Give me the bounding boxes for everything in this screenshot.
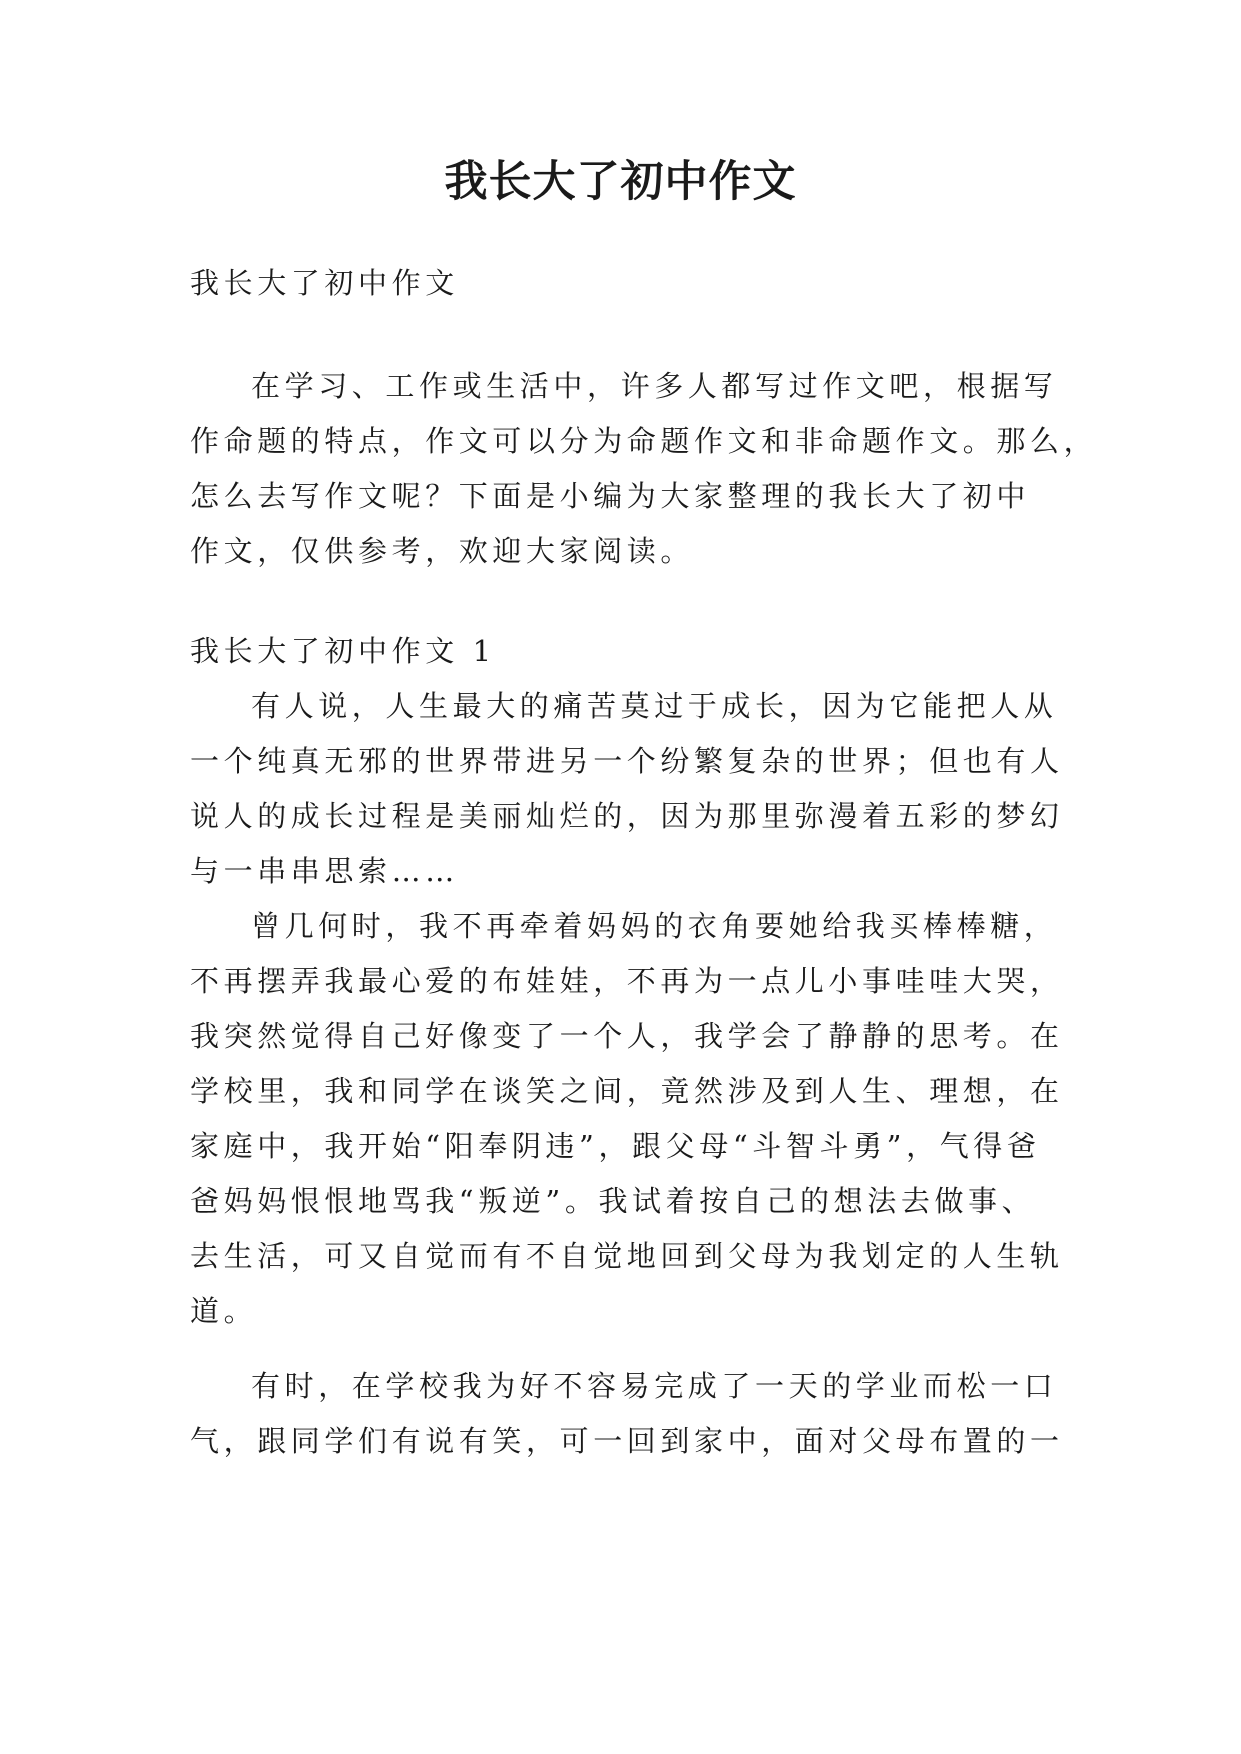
paragraph-line: 爸妈妈恨恨地骂我“叛逆”。我试着按自己的想法去做事、 [190,1184,1036,1218]
paragraph-line: 曾几何时，我不再牵着妈妈的衣角要她给我买棒棒糖， [251,909,1058,943]
paragraph-line: 去生活，可又自觉而有不自觉地回到父母为我划定的人生轨 [190,1239,1064,1273]
document-subtitle: 我长大了初中作文 [190,266,459,300]
paragraph-line: 气，跟同学们有说有笑，可一回到家中，面对父母布置的一 [190,1424,1064,1458]
paragraph-line: 说人的成长过程是美丽灿烂的，因为那里弥漫着五彩的梦幻 [190,799,1064,833]
paragraph-line: 一个纯真无邪的世界带进另一个纷繁复杂的世界；但也有人 [190,744,1064,778]
document-title: 我长大了初中作文 [444,157,797,207]
paragraph-line: 与一串串思索…… [190,854,459,888]
intro-line: 在学习、工作或生活中，许多人都写过作文吧，根据写 [251,369,1058,403]
intro-line: 作文，仅供参考，欢迎大家阅读。 [190,534,695,568]
paragraph-line: 有时，在学校我为好不容易完成了一天的学业而松一口 [251,1369,1058,1403]
intro-line: 作命题的特点，作文可以分为命题作文和非命题作文。那么， [190,424,1098,458]
paragraph-line: 我突然觉得自己好像变了一个人，我学会了静静的思考。在 [190,1019,1064,1053]
paragraph-line: 有人说，人生最大的痛苦莫过于成长，因为它能把人从 [251,689,1058,723]
paragraph-line: 家庭中，我开始“阳奉阴违”，跟父母“斗智斗勇”，气得爸 [190,1129,1041,1163]
paragraph-line: 学校里，我和同学在谈笑之间，竟然涉及到人生、理想，在 [190,1074,1064,1108]
paragraph-line: 道。 [190,1294,258,1328]
intro-line: 怎么去写作文呢？下面是小编为大家整理的我长大了初中 [190,479,1031,513]
section-heading: 我长大了初中作文 1 [190,634,496,668]
paragraph-line: 不再摆弄我最心爱的布娃娃，不再为一点儿小事哇哇大哭， [190,964,1064,998]
